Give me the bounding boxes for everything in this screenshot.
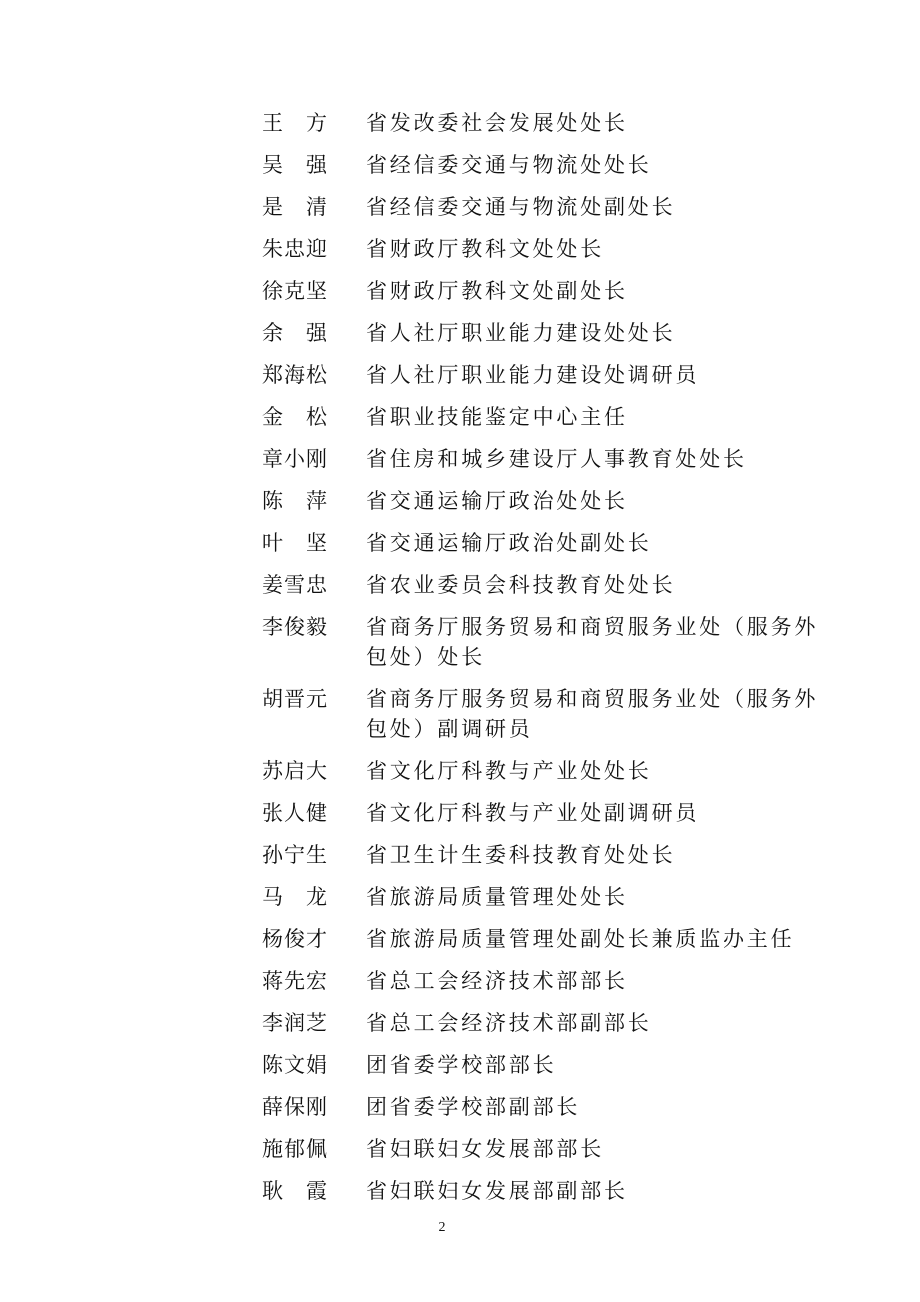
list-item — [262, 924, 842, 966]
person-name: 胡晋元 — [262, 687, 328, 711]
list-item — [262, 798, 842, 840]
person-title: 团省委学校部副部长 — [366, 1095, 581, 1119]
person-title: 省发改委社会发展处处长 — [366, 111, 628, 135]
list-item — [262, 234, 842, 276]
person-title: 省交通运输厅政治处处长 — [366, 489, 628, 513]
person-name: 是 清 — [262, 195, 328, 219]
person-name: 余 强 — [262, 321, 328, 345]
list-item — [262, 276, 842, 318]
person-name: 杨俊才 — [262, 927, 328, 951]
person-title: 省妇联妇女发展部副部长 — [366, 1179, 628, 1203]
list-item — [262, 150, 842, 192]
person-name: 徐克坚 — [262, 279, 328, 303]
person-title: 团省委学校部部长 — [366, 1053, 557, 1077]
person-name: 姜雪忠 — [262, 573, 328, 597]
list-item — [262, 108, 842, 150]
person-name: 张人健 — [262, 801, 328, 825]
list-item — [262, 1092, 842, 1134]
person-title: 省妇联妇女发展部部长 — [366, 1137, 604, 1161]
person-title: 省旅游局质量管理处处长 — [366, 885, 628, 909]
person-name: 陈 萍 — [262, 489, 328, 513]
person-name: 薛保刚 — [262, 1095, 328, 1119]
person-name: 蒋先宏 — [262, 969, 328, 993]
person-title: 省商务厅服务贸易和商贸服务业处（服务外包处）处长 — [366, 615, 819, 669]
person-title: 省旅游局质量管理处副处长兼质监办主任 — [366, 927, 795, 951]
person-name: 章小刚 — [262, 447, 328, 471]
list-item — [262, 882, 842, 924]
personnel-list — [262, 108, 842, 1218]
person-name: 陈文娟 — [262, 1053, 328, 1077]
person-title: 省经信委交通与物流处处长 — [366, 153, 652, 177]
list-item — [262, 192, 842, 234]
list-item — [262, 684, 842, 756]
person-title: 省交通运输厅政治处副处长 — [366, 531, 652, 555]
person-title: 省总工会经济技术部副部长 — [366, 1011, 652, 1035]
person-title: 省人社厅职业能力建设处调研员 — [366, 363, 700, 387]
person-title: 省经信委交通与物流处副处长 — [366, 195, 676, 219]
person-title: 省文化厅科教与产业处副调研员 — [366, 801, 700, 825]
person-name: 李俊毅 — [262, 615, 328, 639]
person-title: 省人社厅职业能力建设处处长 — [366, 321, 676, 345]
person-title: 省住房和城乡建设厅人事教育处处长 — [366, 447, 747, 471]
person-name: 金 松 — [262, 405, 328, 429]
list-item — [262, 528, 842, 570]
list-item — [262, 966, 842, 1008]
person-name: 苏启大 — [262, 759, 328, 783]
list-item — [262, 1008, 842, 1050]
list-item — [262, 570, 842, 612]
person-name: 孙宁生 — [262, 843, 328, 867]
person-name: 郑海松 — [262, 363, 328, 387]
list-item — [262, 756, 842, 798]
person-name: 朱忠迎 — [262, 237, 328, 261]
person-name: 王 方 — [262, 111, 328, 135]
person-title: 省总工会经济技术部部长 — [366, 969, 628, 993]
person-title: 省文化厅科教与产业处处长 — [366, 759, 652, 783]
list-item — [262, 402, 842, 444]
list-item — [262, 1176, 842, 1218]
person-name: 马 龙 — [262, 885, 328, 909]
list-item — [262, 1050, 842, 1092]
person-title: 省商务厅服务贸易和商贸服务业处（服务外包处）副调研员 — [366, 687, 819, 741]
page-number: 2 — [438, 1220, 446, 1235]
person-name: 施郁佩 — [262, 1137, 328, 1161]
list-item — [262, 486, 842, 528]
list-item — [262, 840, 842, 882]
person-name: 耿 霞 — [262, 1179, 328, 1203]
person-title: 省卫生计生委科技教育处处长 — [366, 843, 676, 867]
person-title: 省职业技能鉴定中心主任 — [366, 405, 628, 429]
person-name: 李润芝 — [262, 1011, 328, 1035]
list-item — [262, 612, 842, 684]
person-name: 叶 坚 — [262, 531, 328, 555]
list-item — [262, 1134, 842, 1176]
list-item — [262, 360, 842, 402]
list-item — [262, 444, 842, 486]
person-name: 吴 强 — [262, 153, 328, 177]
list-item — [262, 318, 842, 360]
person-title: 省财政厅教科文处副处长 — [366, 279, 628, 303]
person-title: 省财政厅教科文处处长 — [366, 237, 604, 261]
person-title: 省农业委员会科技教育处处长 — [366, 573, 676, 597]
